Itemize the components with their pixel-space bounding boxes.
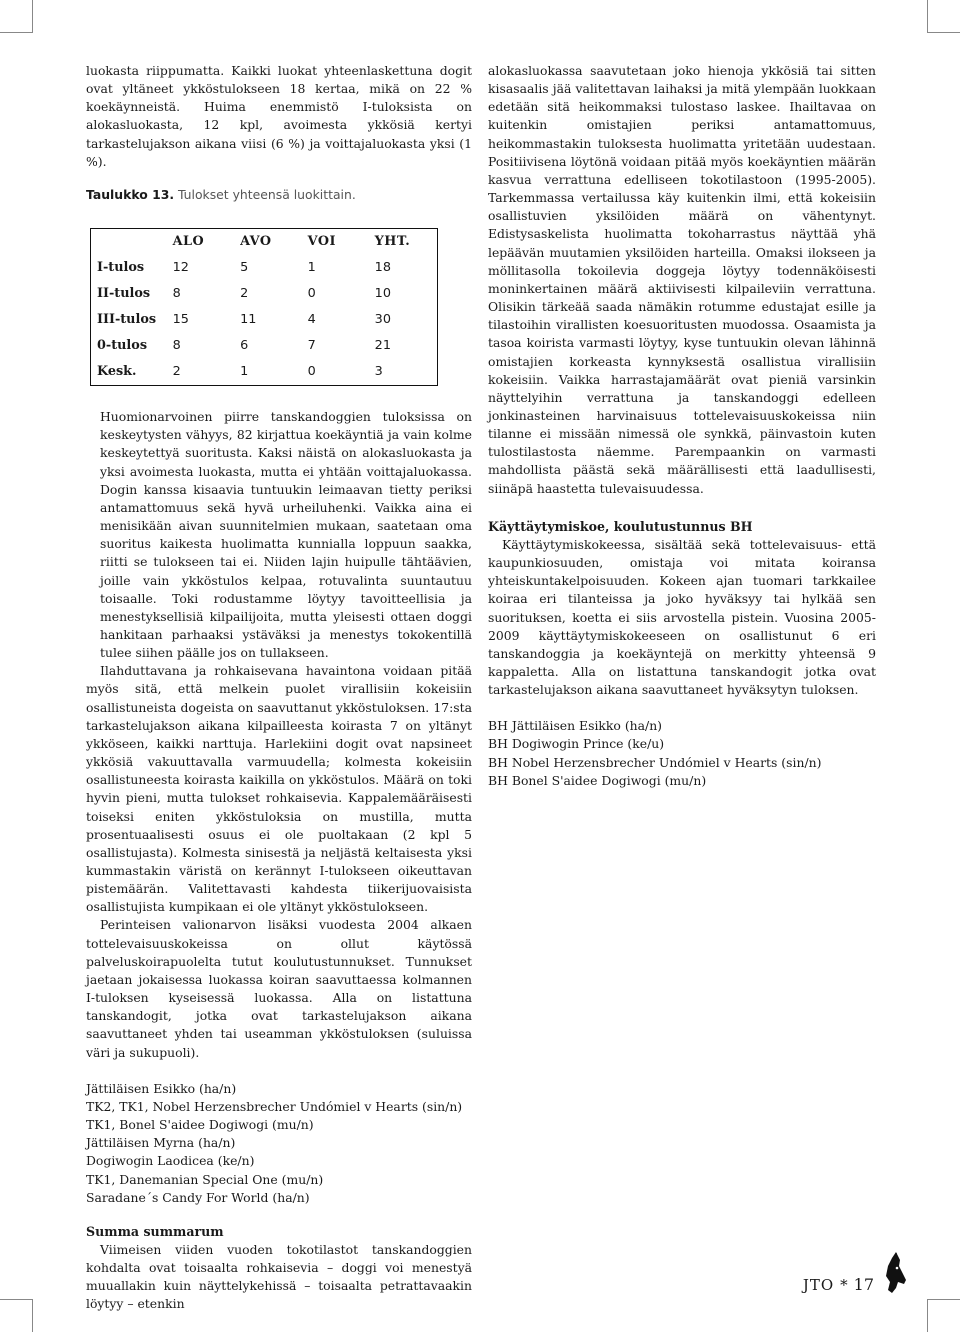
row-label: 0-tulos xyxy=(97,338,148,354)
results-table xyxy=(90,228,438,386)
dog-head-logo-icon xyxy=(880,1250,908,1294)
table-cell: 11 xyxy=(240,312,257,328)
table-cell: 2 xyxy=(240,286,249,302)
table-cell: 18 xyxy=(374,260,391,276)
table-cell: 5 xyxy=(240,260,249,276)
crop-mark-top-right xyxy=(927,0,960,33)
crop-mark-top-left xyxy=(0,0,33,33)
row-label: I-tulos xyxy=(97,260,145,276)
tk-dog-list xyxy=(86,1080,472,1207)
list-item: Saradane´s Candy For World (ha/n) xyxy=(86,1189,310,1205)
table-cell: 6 xyxy=(240,338,249,354)
table-cell: 2 xyxy=(172,364,181,380)
table-cell: 3 xyxy=(374,364,383,380)
footer-star: * xyxy=(840,1276,848,1294)
right-paragraph-1: alokasluokassa saavutetaan joko hienoja ykkösiä tai sitten kisasaalis jää valitettavan laihaksi ja mitä ylempään luokkaan edetään sitä heikommaksi tulostaso laskee. Ihailtavaa on kuitenkin omistajien periksi antamattomuus, heikommastakin tuloksesta huolimatta yritetään uudestaan. Positiivisena löytönä voidaan pitää myös koekäyntien määrän kasvua verrattuna edelliseen tokotilastoon (1995-2005). Tarkemmassa vertailussa käy kuitenkin ilmi, että kokeisiin osallistuvien yksilöiden määrä on vähentynyt. Edistysaskelista huolimatta tokoharrastus näyttää yhä lepäävän muutamien yksilöiden harteilla. Omaksi ilokseen ja möllitasolla tokoilevia doggeja löytyy todennäköisesti moninkertainen määrä aktiivisesti kilpaileviin verrattuna. Olisikin tärkeää saada nämäkin rotumme edustajat esille ja tilastoihin virallisten koesuoritusten muodossa. Osaamista ja tasoa koirista varmasti löytyy, kyse tuntuukin olevan lähinnä omistajien korkeasta kynnyksestä osallistua virallisiin kokeisiin. Vaikka harrastajamäärät ovat pieniä varsinkin näyttelyihin verrattuna ja tanskandoggi edelleen jonkinasteinen harvinaisuus tottelevaisuuskokeissa niin tilanne ei missään nimessä ole synkkä, päinvastoin kuten tulostilastosta näemme. Parempaankin on varmasti mahdollista päästä sekä määrällisesti että laadullisesti, siinäpä haastetta tulevaisuudessa. xyxy=(488,63,876,496)
table-cell: 21 xyxy=(374,338,391,354)
summa-paragraph: Viimeisen viiden vuoden tokotilastot tanskandoggien kohdalta ovat toisaalta rohkaisevia – doggi voi menestyä muuallakin kuin näyttelykehissä – toisaalta petrattavaakin löytyy – etenkin xyxy=(86,1241,472,1312)
table-row xyxy=(91,333,438,359)
list-item: Jättiläisen Esikko (ha/n) xyxy=(86,1080,237,1096)
list-item: BH Jättiläisen Esikko (ha/n) xyxy=(488,718,663,734)
row-label: II-tulos xyxy=(97,286,151,302)
left-column xyxy=(86,62,472,1314)
left-paragraph-2: Huomionarvoinen piirre tanskandoggien tuloksissa on keskeytysten vähyys, 82 kirjattua koekäyntiä ja vain kolme keskeytettyä suoritusta. Kaksi näistä on alokasluokasta ja yksi avoimesta luokasta, mutta ei yhtään voittajaluokassa. Dogin kanssa kisaavia tuntuukin leimaavan tietty periksi antamattomuus sekä hyvä urheiluhenki. Vaikka aina ei menisikään aivan suunnitelmien mukaan, saatetaan oma suoritus kaikesta huolimatta kunnialla loppuun saakka, riitti se tulokseen tai ei. Niiden lajin huipulle tähtäävien, joille vain ykköstulos kelpaa, rotuvalinta suuntautuu toisaalle. Toki rodustamme löytyy tavoitteellisia ja menestyksellisiä kilpailijoita, mutta yleisesti ottaen doggi hankitaan parhaaksi ystäväksi ja menestys tokokentillä tulee siihen päälle jos on tullakseen. xyxy=(100,409,472,661)
list-item: BH Bonel S'aidee Dogiwogi (mu/n) xyxy=(488,772,707,788)
table-cell: 8 xyxy=(172,338,181,354)
bh-paragraph: Käyttäytymiskokeessa, sisältää sekä tottelevaisuus- että kaupunkiosuuden, omistaja voi mitata koiransa yhteiskuntakelpoisuuden. Kokeen ajan tuomari tarkkailee koiraa eri tilanteissa ja joko hyväksyy tai hylkää sen suorituksen, koetta ei siis arvostella pistein. Vuosina 2005-2009 käyttäytymiskokeeseen on osallistunut 6 eri tanskandoggia ja koekäyntejä on merkitty yhteensä 9 kappaletta. Alla on listattuna tanskandogit jotka ovat tarkastelujakson aikana saavuttaneet hyväksytyn tuloksen. xyxy=(488,536,876,698)
table-header-cell xyxy=(91,229,167,256)
table-header-cell: AVO xyxy=(240,234,272,250)
table-cell: 0 xyxy=(307,364,316,380)
table-cell: 10 xyxy=(374,286,391,302)
summa-heading: Summa summarum xyxy=(86,1223,224,1239)
table-cell: 30 xyxy=(374,312,391,328)
crop-mark-bottom-left xyxy=(0,1299,33,1332)
list-item: TK1, Bonel S'aidee Dogiwogi (mu/n) xyxy=(86,1117,314,1133)
table-row xyxy=(91,307,438,333)
table-header-row xyxy=(91,229,438,256)
table-cell: 4 xyxy=(307,312,316,328)
list-item: TK1, Danemanian Special One (mu/n) xyxy=(86,1171,324,1187)
table-header-cell: VOI xyxy=(307,234,337,250)
page-number: 17 xyxy=(853,1275,874,1294)
list-item: TK2, TK1, Nobel Herzensbrecher Undómiel v Hearts (sin/n) xyxy=(86,1098,463,1114)
list-item: Jättiläisen Myrna (ha/n) xyxy=(86,1135,236,1151)
crop-mark-bottom-right xyxy=(927,1299,960,1332)
table-cell: 8 xyxy=(172,286,181,302)
table-cell: 15 xyxy=(172,312,189,328)
row-label: Kesk. xyxy=(97,364,137,380)
table-caption-label: Taulukko 13. xyxy=(86,186,175,202)
bh-heading: Käyttäytymiskoe, koulutustunnus BH xyxy=(488,518,753,534)
list-item: BH Dogiwogin Prince (ke/u) xyxy=(488,736,665,752)
table-header-cell: ALO xyxy=(172,234,205,250)
left-paragraph-4: Perinteisen valionarvon lisäksi vuodesta 2004 alkaen tottelevaisuuskokeissa on ollut käytössä palveluskoirapuolelta tutut koulutustunnukset. Tunnukset jaetaan jokaisessa luokassa koiran saavuttaessa kolmannen I-tuloksen kyseisessä luokassa. Alla on listattuna tanskandogit, jotka ovat tarkastelujakson aikana saavuttaneet yhden tai useamman ykköstuloksen (suluissa väri ja sukupuoli). xyxy=(86,917,472,1060)
list-item: Dogiwogin Laodicea (ke/n) xyxy=(86,1153,255,1169)
left-paragraph-3: Ilahduttavana ja rohkaisevana havaintona voidaan pitää myös sitä, että melkein puolet virallisiin kokeisiin osallistuneista dogeista on saavuttanut ykköstuloksen. 17:sta tarkastelujakson aikana kilpailleesta koirasta 7 on yltänyt ykköseen, kaikki narttuja. Harlekiini dogit ovat napsineet ykkösiä vakuuttavalla varmuudella; kolmesta kokeisiin osallistuneesta koirasta kaikilla on ykköstulos. Määrä on toki hyvin pieni, mutta tulokset rohkaisevia. Kappalemääräisesti toiseksi eniten ykköstuloksia on mustilla, mutta prosentuaalisesti osuus ei ole puoltakaan (2 kpl 5 osallistujasta). Kolmesta sinisestä ja neljästä keltaisesta yksi kummastakin väristä on kerännyt I-tulokseen oikeuttavan pistemäärän. Valitettavasti kahdesta tiikerijuovaisista osallistujista kumpikaan ei ole yltänyt ykköstulokseen. xyxy=(86,663,472,915)
bh-dog-list xyxy=(488,717,876,790)
right-column xyxy=(488,62,876,790)
table-cell: 0 xyxy=(307,286,316,302)
page-footer xyxy=(803,1250,908,1294)
table-cell: 1 xyxy=(240,364,249,380)
table-row xyxy=(91,359,438,386)
row-label: III-tulos xyxy=(97,312,157,328)
left-paragraph-1: luokasta riippumatta. Kaikki luokat yhteenlaskettuna dogit ovat yltäneet ykköstulokseen 18 kertaa, mikä on 22 % koekäynneistä. Huima enemmistö I-tuloksista on alokasluokasta, 12 kpl, avoimesta ykkösiä kertyi tarkastelujakson aikana viisi (6 %) ja voittajaluokasta yksi (1 %). xyxy=(86,63,472,169)
table-caption xyxy=(86,186,472,204)
table-caption-text: Tulokset yhteensä luokittain. xyxy=(177,186,356,202)
table-row xyxy=(91,255,438,281)
table-cell: 1 xyxy=(307,260,316,276)
journal-name: JTO xyxy=(802,1276,835,1294)
table-cell: 7 xyxy=(307,338,316,354)
table-cell: 12 xyxy=(172,260,189,276)
table-row xyxy=(91,281,438,307)
list-item: BH Nobel Herzensbrecher Undómiel v Hearts (sin/n) xyxy=(488,754,822,770)
table-header-cell: YHT. xyxy=(374,234,411,250)
